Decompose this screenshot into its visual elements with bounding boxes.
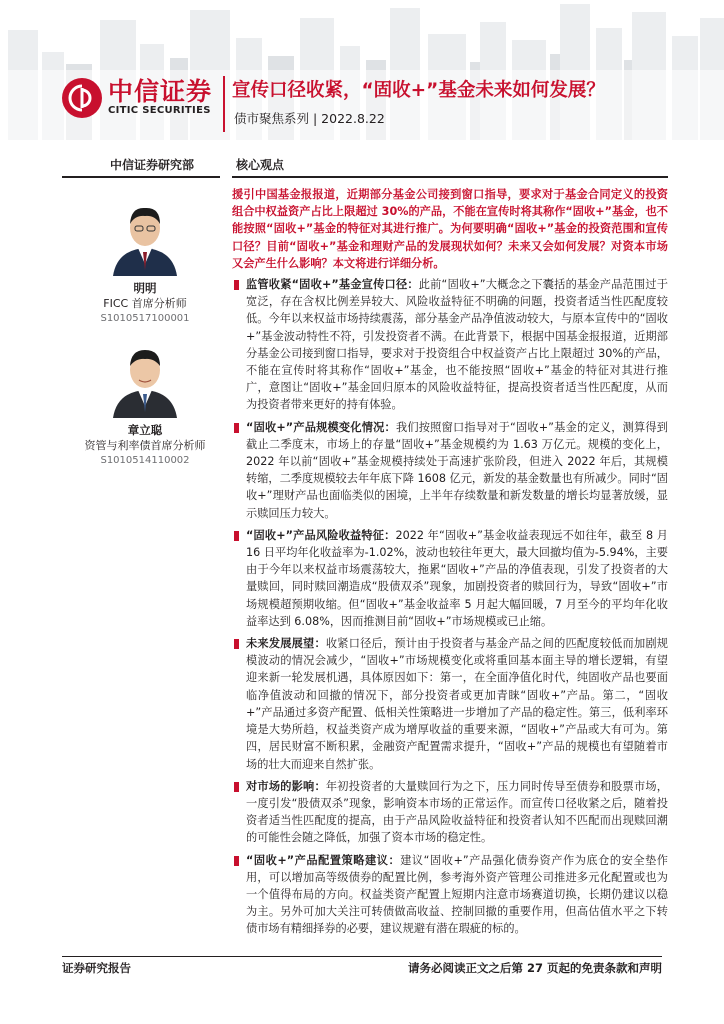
key-point-text: 年初投资者的大量赎回行为之下，压力同时传导至债券和股票市场，一度引发“股债双杀”现象，影响资本市场的正常运作。而宣传口径收紧之后，随着投资者适当性匹配度的提高，由于产品风险收益特征和投资者认知不匹配而出现赎回潮的可能性会随之降低，加强了资本市场的稳定性。 xyxy=(246,779,668,845)
key-point xyxy=(232,276,668,414)
key-point-lead: 未来发展展望： xyxy=(246,637,326,651)
key-point-text: 2022 年“固收+”基金收益表现远不如往年，截至 8 月 16 日平均年化收益率为-1.02%，波动也较往年更大，最大回撤均值为-5.94%，主要由于今年以来权益市场震荡较大，拖累“固收+”产品的净值表现，引发了投资者的大量赎回，同时赎回潮造成“股债双杀”现象，加剧投资者的赎回行为，导致“固收+”市场规模超预期收缩。但“固收+”基金收益率 5 月起大幅回暖，7 月至今的平均年化收益率达到 6.08%，因而推测目前“固收+”市场规模或已止缩。 xyxy=(246,528,668,628)
core-views-body xyxy=(232,186,668,943)
logo-english-name: CITIC SECURITIES xyxy=(108,105,211,116)
key-point-lead: “固收+”产品配置策略建议： xyxy=(246,853,401,867)
footer-rule xyxy=(62,956,662,957)
core-views-heading: 核心观点 xyxy=(236,158,285,172)
analyst-name: 章立聪 xyxy=(127,423,163,437)
key-point-text: 收紧口径后，预计由于投资者与基金产品之间的匹配度较低而加剧规模波动的情况会减少，“固收+”市场规模变化或将重回基本面主导的增长逻辑，有望迎来新一轮发展机遇，具体原因如下：第一，在全面净值化时代，纯固收产品也要面临净值波动和回撤的情况下，部分投资者或更加青睐“固收+”产品。第二，“固收+”产品通过多资产配置、低相关性策略进一步增加了产品的稳定性。第三，低利率环境是大势所趋，权益类资产成为增厚收益的重要来源，“固收+”产品或大有可为。第四，居民财富不断积累，金融资产配置需求提升，“固收+”产品的规模也有望随着市场的壮大而迎来自然扩张。 xyxy=(246,637,668,771)
key-point xyxy=(232,527,668,630)
report-title: 宣传口径收紧，“固收+”基金未来如何发展？ xyxy=(232,80,605,101)
key-point-lead: 监管收紧“固收+”基金宣传口径： xyxy=(246,278,419,292)
key-point-lead: “固收+”产品规模变化情况： xyxy=(246,420,396,434)
key-point xyxy=(232,635,668,773)
analyst-license-id: S1010517100001 xyxy=(100,313,190,324)
key-point-lead: 对市场的影响： xyxy=(246,779,326,793)
footer-report-type: 证券研究报告 xyxy=(62,961,131,975)
analyst-license-id: S1010514110002 xyxy=(100,455,190,466)
sidebar-heading-rule xyxy=(62,176,220,178)
research-dept-heading: 中信证券研究部 xyxy=(110,158,195,172)
report-header xyxy=(0,0,724,140)
analyst-title: FICC 首席分析师 xyxy=(103,297,187,310)
key-point-text: 我们按照窗口指导对于“固收+”基金的定义，测算得到截止二季度末，市场上的存量“固收+”基金规模约为 1.63 万亿元。规模的变化上，2022 年以前“固收+”基金规模持续处于高速扩张阶段，但进入 2022 年后，其规模转缩，二季度规模较去年年底下降 1608 亿元，新发的基金数量也有所减少。同时“固收+”理财产品也面临类似的困境，上半年存续数量和新发数量的增长均显著放缓，显示赎回压力较大。 xyxy=(246,420,668,520)
key-point xyxy=(232,419,668,522)
analyst-photo xyxy=(105,338,185,418)
citic-emblem-icon xyxy=(62,78,102,118)
key-point xyxy=(232,852,668,938)
key-point-text: 建议“固收+”产品强化债券资产作为底仓的安全垫作用，可以增加高等级债券的配置比例，参考海外资产管理公司推进多元化配置或也为一个值得布局的方向。权益类资产配置上短期内注意市场赛道切换，长期仍建议以稳为主。另外可加大关注可转债做高收益、控制回撤的重要作用，但高估值水平之下转债市场有精细择券的必要，建议规避有潜在瑕疵的标的。 xyxy=(246,853,668,936)
citic-logo xyxy=(62,78,212,118)
intro-summary: 援引中国基金报报道，近期部分基金公司接到窗口指导，要求对于基金合同定义的投资组合中权益资产占比上限超过 30%的产品，不能在宣传时将其称作“固收+”基金，也不能按照“固收+”基金的特征对其进行推广。为何要明确“固收+”基金的投资范围和宣传口径？目前“固收+”基金和理财产品的发展现状如何？未来又会如何发展？对资本市场又会产生什么影响？本文将进行详细分析。 xyxy=(232,188,668,270)
footer-disclaimer-note: 请务必阅读正文之后第 27 页起的免责条款和声明 xyxy=(407,961,662,975)
key-point xyxy=(232,778,668,847)
analyst-card xyxy=(70,338,220,468)
main-heading-rule xyxy=(232,176,668,178)
key-point-text: 此前“固收+”大概念之下囊括的基金产品范围过于宽泛，存在含权比例差异较大、风险收益特征不明确的问题，投资者适当性匹配度较低。今年以来权益市场持续震荡，部分基金产品净值波动较大，与原本宣传中的“固收+”基金波动特性不符，引发投资者不满。在此背景下，根据中国基金报报道，近期部分基金公司接到窗口指导，要求对于投资组合中权益资产占比上限超过 30%的产品，不能在宣传时将其称作“固收+”基金，也不能按照“固收+”基金的特征对其进行推广，意图让“固收+”基金回归原本的风险收益特征，提高投资者适当性匹配度，从而为投资者带来更好的持有体验。 xyxy=(246,278,668,412)
key-point-lead: “固收+”产品风险收益特征： xyxy=(246,528,396,542)
header-divider xyxy=(223,76,225,132)
analyst-name: 明明 xyxy=(133,281,157,295)
logo-chinese-name: 中信证券 xyxy=(108,77,213,106)
report-series-date: 债市聚焦系列 | 2022.8.22 xyxy=(234,111,385,126)
analyst-card xyxy=(70,196,220,326)
analyst-photo xyxy=(105,196,185,276)
analyst-title: 资管与利率债首席分析师 xyxy=(84,439,206,452)
